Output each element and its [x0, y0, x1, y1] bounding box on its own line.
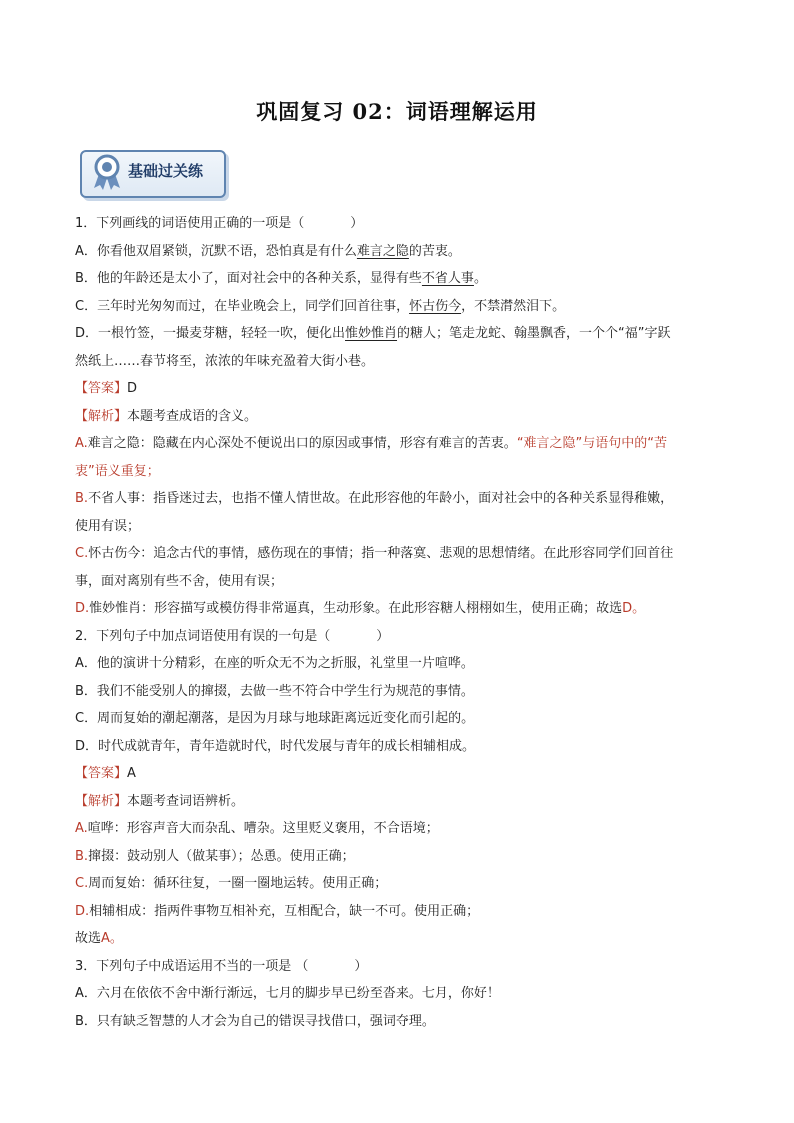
question-1-option-b: B．他的年龄还是太小了，面对社会中的各种关系，显得有些不省人事。: [75, 271, 487, 286]
question-2-answer: 【答案】A: [75, 766, 136, 781]
question-1-option-c: C．三年时光匆匆而过，在毕业晚会上，同学们回首往事，怀古伤今，不禁潸然泪下。: [75, 298, 566, 314]
question-1-stem: 1．下列画线的词语使用正确的一项是（ ）: [75, 216, 364, 231]
question-2-stem: 2．下列句子中加点词语使用有误的一句是（ ）: [75, 628, 390, 644]
section-badge: [76, 146, 228, 198]
question-1-analysis-c-continued: 事，面对离别有些不舍，使用有误；: [75, 573, 284, 589]
question-1-analysis-intro: 【解析】本题考查成语的含义。: [75, 408, 258, 424]
question-2-analysis-c: C.周而复始：循环往复，一圈一圈地运转。使用正确；: [75, 876, 388, 891]
question-3-option-b: B．只有缺乏智慧的人才会为自己的错误寻找借口，强词夺理。: [75, 1013, 435, 1029]
page-title: 巩固复习 02：词语理解运用: [256, 99, 538, 124]
question-1-option-d: D．一根竹签，一撮麦芽糖，轻轻一吹，便化出惟妙惟肖的糖人；笔走龙蛇、翰墨飘香，一个个“福”字跃: [75, 326, 671, 341]
question-1-analysis-b-continued: 使用有误；: [75, 518, 141, 534]
question-2-conclusion: 故选A。: [75, 931, 123, 946]
question-1-analysis-a-continued: 衷”语义重复；: [75, 463, 160, 479]
underlined-term: 惟妙惟肖: [345, 326, 398, 341]
underlined-term: 怀古伤今: [409, 298, 462, 314]
question-1-option-a: A．你看他双眉紧锁，沉默不语，恐怕真是有什么难言之隐的苦衷。: [75, 243, 461, 259]
underlined-term: 不省人事: [421, 271, 474, 286]
question-3-stem: 3．下列句子中成语运用不当的一项是 （ ）: [75, 958, 368, 974]
question-2-analysis-a: A.喧哗：形容声音大而杂乱、嘈杂。这里贬义褒用，不合语境；: [75, 821, 439, 836]
question-1-answer: 【答案】D: [75, 381, 138, 396]
question-2-analysis-d: D.相辅相成：指两件事物互相补充，互相配合，缺一不可。使用正确；: [75, 903, 480, 919]
question-2-option-c: C．周而复始的潮起潮落，是因为月球与地球距离远近变化而引起的。: [75, 711, 475, 726]
question-1-analysis-c: C.怀古伤今：追念古代的事情，感伤现在的事情；指一种落寞、悲观的思想情绪。在此形容同学们回首往: [75, 546, 674, 561]
question-2-option-a: A．他的演讲十分精彩，在座的听众无不为之折服，礼堂里一片喧哗。: [75, 656, 474, 671]
document-body: [75, 210, 725, 1035]
question-1-analysis-a: A.难言之隐：隐藏在内心深处不便说出口的原因或事情，形容有难言的苦衷。“难言之隐”与语句中的“苦: [75, 436, 668, 451]
question-2-analysis-intro: 【解析】本题考查词语辨析。: [75, 793, 245, 809]
question-2-option-d: D．时代成就青年，青年造就时代，时代发展与青年的成长相辅相成。: [75, 738, 476, 754]
question-2-analysis-b: B.撺掇：鼓动别人（做某事）；怂恿。使用正确；: [75, 848, 355, 864]
question-2-option-b: B．我们不能受别人的撺掇，去做一些不符合中学生行为规范的事情。: [75, 683, 474, 699]
section-label: 基础过关练: [128, 162, 204, 180]
question-1-analysis-b: B.不省人事：指昏迷过去，也指不懂人情世故。在此形容他的年龄小，面对社会中的各种关系显得稚嫩，: [75, 491, 674, 506]
award-ribbon-icon: [88, 152, 126, 192]
question-3-option-a: A．六月在依依不舍中渐行渐远，七月的脚步早已纷至沓来。七月，你好！: [75, 986, 500, 1001]
underlined-term: 难言之隐: [356, 243, 409, 259]
question-1-analysis-d: D.惟妙惟肖：形容描写或模仿得非常逼真，生动形象。在此形容糖人栩栩如生，使用正确；故选D。: [75, 601, 646, 616]
question-1-option-d-continued: 然纸上……春节将至，浓浓的年味充盈着大街小巷。: [75, 353, 375, 369]
